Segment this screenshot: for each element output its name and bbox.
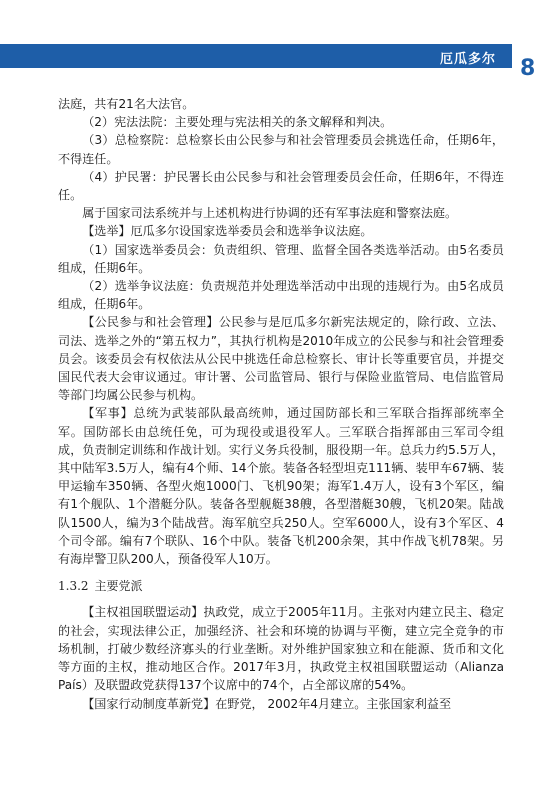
paragraph: （3）总检察院：总检察长由公民参与和社会管理委员会挑选任命，任期6年，不得连任。 [58, 133, 504, 166]
paragraph: （2）宪法法院：主要处理与宪法相关的条文解释和判决。 [82, 115, 393, 130]
paragraph: 属于国家司法系统并与上述机构进行协调的还有军事法庭和警察法庭。 [82, 206, 458, 221]
section-title: 主要党派 [94, 579, 143, 594]
paragraph: 【选举】厄瓜多尔设国家选举委员会和选举争议法庭。 [82, 224, 373, 239]
page-number: 8 [520, 56, 536, 81]
section-number: 1.3.2 [58, 579, 89, 594]
paragraph: 【公民参与和社会管理】公民参与是厄瓜多尔新宪法规定的，除行政、立法、司法、选举之外的“第五权力”，其执行机构是2010年成立的公民参与和社会管理委员会。该委员会有权依法从公民中挑选任命总检察长、审计长等重要官员，并提交国民代表大会审议通过。审计署、公司监管局、银行与保险业监管局、电信监管局等部门均属公民参与机构。 [58, 315, 504, 403]
page-content [58, 95, 504, 713]
paragraph: （4）护民署：护民署长由公民参与和社会管理委员会任命，任期6年，不得连任。 [58, 169, 504, 203]
paragraph: （2）选举争议法庭：负责规范并处理选举活动中出现的违规行为。由5名成员组成，任期6年。 [58, 279, 504, 312]
paragraph: 【军事】总统为武装部队最高统帅，通过国防部长和三军联合指挥部统率全军。国防部长由总统任免，可为现役或退役军人。三军联合指挥部由三军司令组成，负责制定训练和作战计划。实行义务兵役制，服役期一年。总兵力约5.5万人，其中陆军3.5万人，编有4个师、14个旅。装备各轻型坦克111辆、装甲车67辆、装甲运输车350辆、各型火炮1000门、飞机90架；海军1.4万人，设有3个军区，编有1个舰队、1个潜艇分队。装备各型舰艇38艘，各型潜艇30艘，飞机20架。陆战队1500人，编为3个陆战营。海军航空兵250人。空军6000人，设有3个军区、4个司令部。编有7个联队、16个中队。装备飞机200余架，其中作战飞机78架。另有海岸警卫队200人，预备役军人10万。 [58, 406, 504, 567]
paragraph: （1）国家选举委员会：负责组织、管理、监督全国各类选举活动。由5名委员组成，任期6年。 [58, 242, 504, 275]
section-heading [58, 577, 504, 595]
paragraph: 【国家行动制度革新党】在野党， 2002年4月建立。主张国家利益至 [82, 696, 452, 711]
paragraph: 法庭，共有21名大法官。 [58, 97, 195, 111]
running-header-title: 厄瓜多尔 [439, 52, 496, 67]
paragraph: 【主权祖国联盟运动】执政党，成立于2005年11月。主张对内建立民主、稳定的社会，实现法律公正，加强经济、社会和环境的协调与平衡，建立完全竞争的市场机制，打破少数经济寡头的行业垄断。对外维护国家独立和在能源、货币和文化等方面的主权，推动地区合作。2017年3月，执政党主权祖国联盟运动（Alianza País）及联盟政党获得137个议席中的74个，占全部议席的54%。 [58, 605, 504, 693]
header-bar [0, 44, 512, 68]
